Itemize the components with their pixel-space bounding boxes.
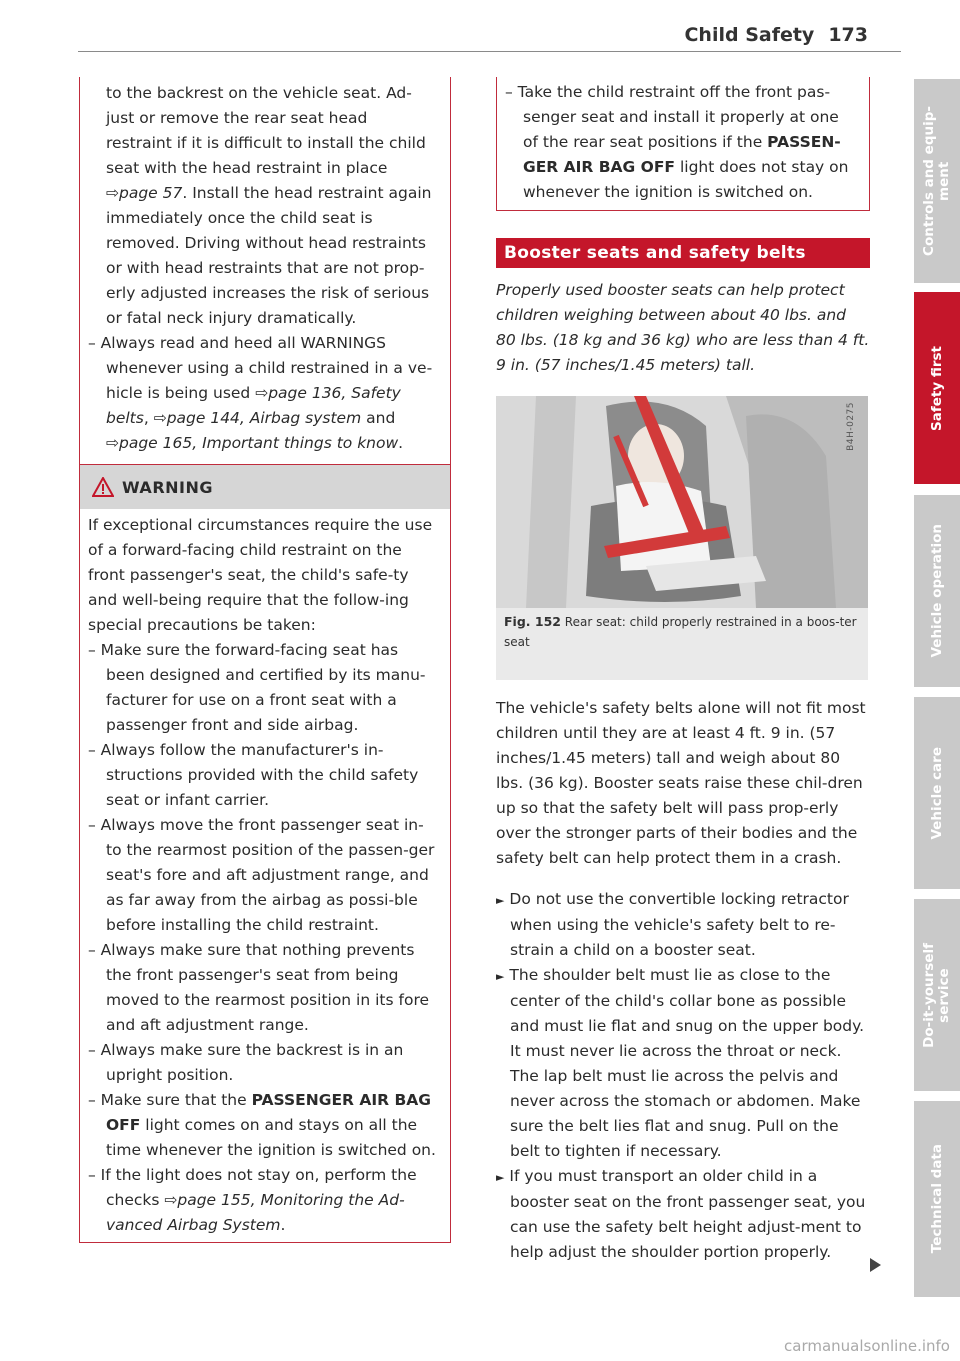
bullet-text: Do not use the convertible locking retractor when using the vehicle's safety belt to re-strain a child on a booster seat.: [509, 890, 849, 959]
side-tab-label: Controls and equip- ment: [921, 106, 952, 256]
bullet-text: The shoulder belt must lie as close to the center of the child's collar bone as possible and must lie flat and snug on the upper body. It must never lie across the throat or neck. The lap belt must lie across the pelvis and never across the stomach or abdomen. Make sure the belt lies flat and snug. Pull on the belt to tighten if necessary.: [509, 966, 864, 1160]
side-tab-safety-first[interactable]: [914, 292, 960, 484]
list-item: [496, 887, 870, 963]
text-run: .: [280, 1216, 286, 1234]
text-run: . Install the head restraint again immediately once the child seat is removed. Driving without head restraints or with head restraints that are not prop-erly adjusted increases the risk of serious or fatal neck injury dramatically.: [106, 184, 432, 327]
list-item: – Always make sure the backrest is in an upright position.: [88, 1041, 404, 1084]
bullet-list: [496, 887, 870, 1265]
header-rule: [78, 51, 901, 52]
side-tab-controls[interactable]: [914, 79, 960, 283]
side-tab-label: Safety first: [928, 345, 945, 431]
text-run: – Always read and heed all WARNINGS whenever using a child restrained in a ve-hicle is being used: [88, 334, 433, 402]
list-item: – Always move the front passenger seat in-to the rearmost position of the passen-ger seat's fore and aft adjustment range, and as far away from the airbag as possi-ble before installing the child restraint.: [88, 816, 435, 934]
bullet-marker-icon: ►: [496, 1171, 505, 1184]
bullet-marker-icon: ►: [496, 894, 505, 907]
section-heading: Booster seats and safety belts: [496, 238, 870, 268]
page-number: 173: [828, 24, 868, 46]
section-intro: Properly used booster seats can help protect children weighing between about 40 lbs. and 80 lbs. (18 kg and 36 kg) who are less than 4 ft. 9 in. (57 inches/1.45 meters) tall.: [496, 281, 870, 374]
list-item: – Always follow the manufacturer's in-structions provided with the child safety seat or infant carrier.: [88, 741, 419, 809]
page-ref-link[interactable]: ⇨page 136, Safety belts: [106, 384, 401, 427]
continued-text: [106, 81, 436, 331]
side-tab-label: Do-it-yourself service: [921, 942, 952, 1048]
emphasis-text: PASSEN-GER AIR BAG OFF: [523, 133, 841, 176]
warning-header: [80, 465, 450, 509]
warning-triangle-icon: [92, 477, 114, 497]
emphasis-text: PASSENGER AIR BAG OFF: [106, 1091, 432, 1134]
text-run: light does not stay on whenever the ignition is switched on.: [523, 158, 849, 201]
text-run: .: [398, 434, 404, 452]
figure-illustration: [496, 396, 868, 608]
list-item: [505, 80, 855, 205]
warning-body: [80, 509, 450, 1242]
side-tab-vehicle-care[interactable]: [914, 697, 960, 889]
side-tab-label: Vehicle care: [928, 746, 945, 840]
figure-code: B4H-0275: [846, 402, 856, 451]
figure: [496, 396, 868, 680]
left-column: [79, 77, 451, 1243]
list-item: [88, 1163, 438, 1238]
right-column: [496, 77, 870, 1265]
side-tab-label: Vehicle operation: [928, 524, 945, 658]
list-item: – Make sure the forward-facing seat has been designed and certified by its manu-facturer for use on a front seat with a passenger front and side airbag.: [88, 641, 426, 734]
side-tab-vehicle-operation[interactable]: [914, 495, 960, 687]
bullet-text: If you must transport an older child in a booster seat on the front passenger seat, you can use the safety belt height adjust-ment to help adjust the shoulder portion properly.: [509, 1167, 866, 1261]
list-item: [88, 1088, 438, 1163]
figure-label: Fig. 152: [504, 614, 561, 629]
list-item: [88, 331, 436, 456]
text-run: – Make sure that the: [88, 1091, 252, 1109]
body-paragraph: The vehicle's safety belts alone will not fit most children until they are at least 4 ft. 9 in. (57 inches/1.45 meters) tall and weigh about 80 lbs. (36 kg). Booster seats raise these chil-dren up so that the safety belt will pass prop-erly over the stronger parts of their bodies and the safety belt can help protect them in a crash.: [496, 699, 866, 867]
text-run: and: [361, 409, 396, 427]
page-ref-link[interactable]: ⇨page 165, Important things to know: [106, 434, 399, 452]
page-ref-link[interactable]: ⇨page 57: [106, 184, 183, 202]
text-run: to the backrest on the vehicle seat. Ad-just or remove the rear seat head restraint if it is difficult to install the child seat with the head restraint in place: [106, 84, 426, 177]
booster-seat-illustration: [496, 396, 868, 608]
list-item: [496, 963, 870, 1164]
text-run: ,: [143, 409, 154, 427]
text-run: – Take the child restraint off the front pas-senger seat and install it properly at one of the rear seat positions if the: [505, 83, 839, 151]
continued-warning-box-right: [496, 77, 870, 211]
page-header: [684, 24, 868, 46]
continued-warning-box: [79, 77, 451, 465]
warning-box: [79, 465, 451, 1243]
chapter-title: Child Safety: [684, 24, 815, 46]
text-run: light comes on and stays on all the time whenever the ignition is switched on.: [106, 1116, 436, 1159]
list-item: – Always make sure that nothing prevents the front passenger's seat from being moved to the rearmost position in its fore and aft adjustment range.: [88, 941, 430, 1034]
warning-title: WARNING: [122, 477, 213, 497]
figure-caption: [504, 612, 860, 652]
text-run: – If the light does not stay on, perform the checks: [88, 1166, 417, 1209]
warning-intro: If exceptional circumstances require the use of a forward-facing child restraint on the front passenger's seat, the child's safe-ty and well-being require that the follow-ing special precautions be taken:: [88, 516, 433, 634]
side-tab-do-it-yourself[interactable]: [914, 899, 960, 1091]
side-tab-label: Technical data: [928, 1144, 945, 1254]
list-item: [496, 1164, 870, 1265]
side-tab-technical-data[interactable]: [914, 1101, 960, 1297]
page-ref-link[interactable]: ⇨page 144, Airbag system: [153, 409, 362, 427]
watermark: carmanualsonline.info: [784, 1337, 950, 1355]
bullet-marker-icon: ►: [496, 970, 505, 983]
page-ref-link[interactable]: ⇨page 155, Monitoring the Ad-vanced Airbag System: [106, 1191, 405, 1234]
continued-arrow-icon: [870, 1258, 881, 1272]
caption-text: Rear seat: child properly restrained in a boos-ter seat: [504, 615, 857, 649]
